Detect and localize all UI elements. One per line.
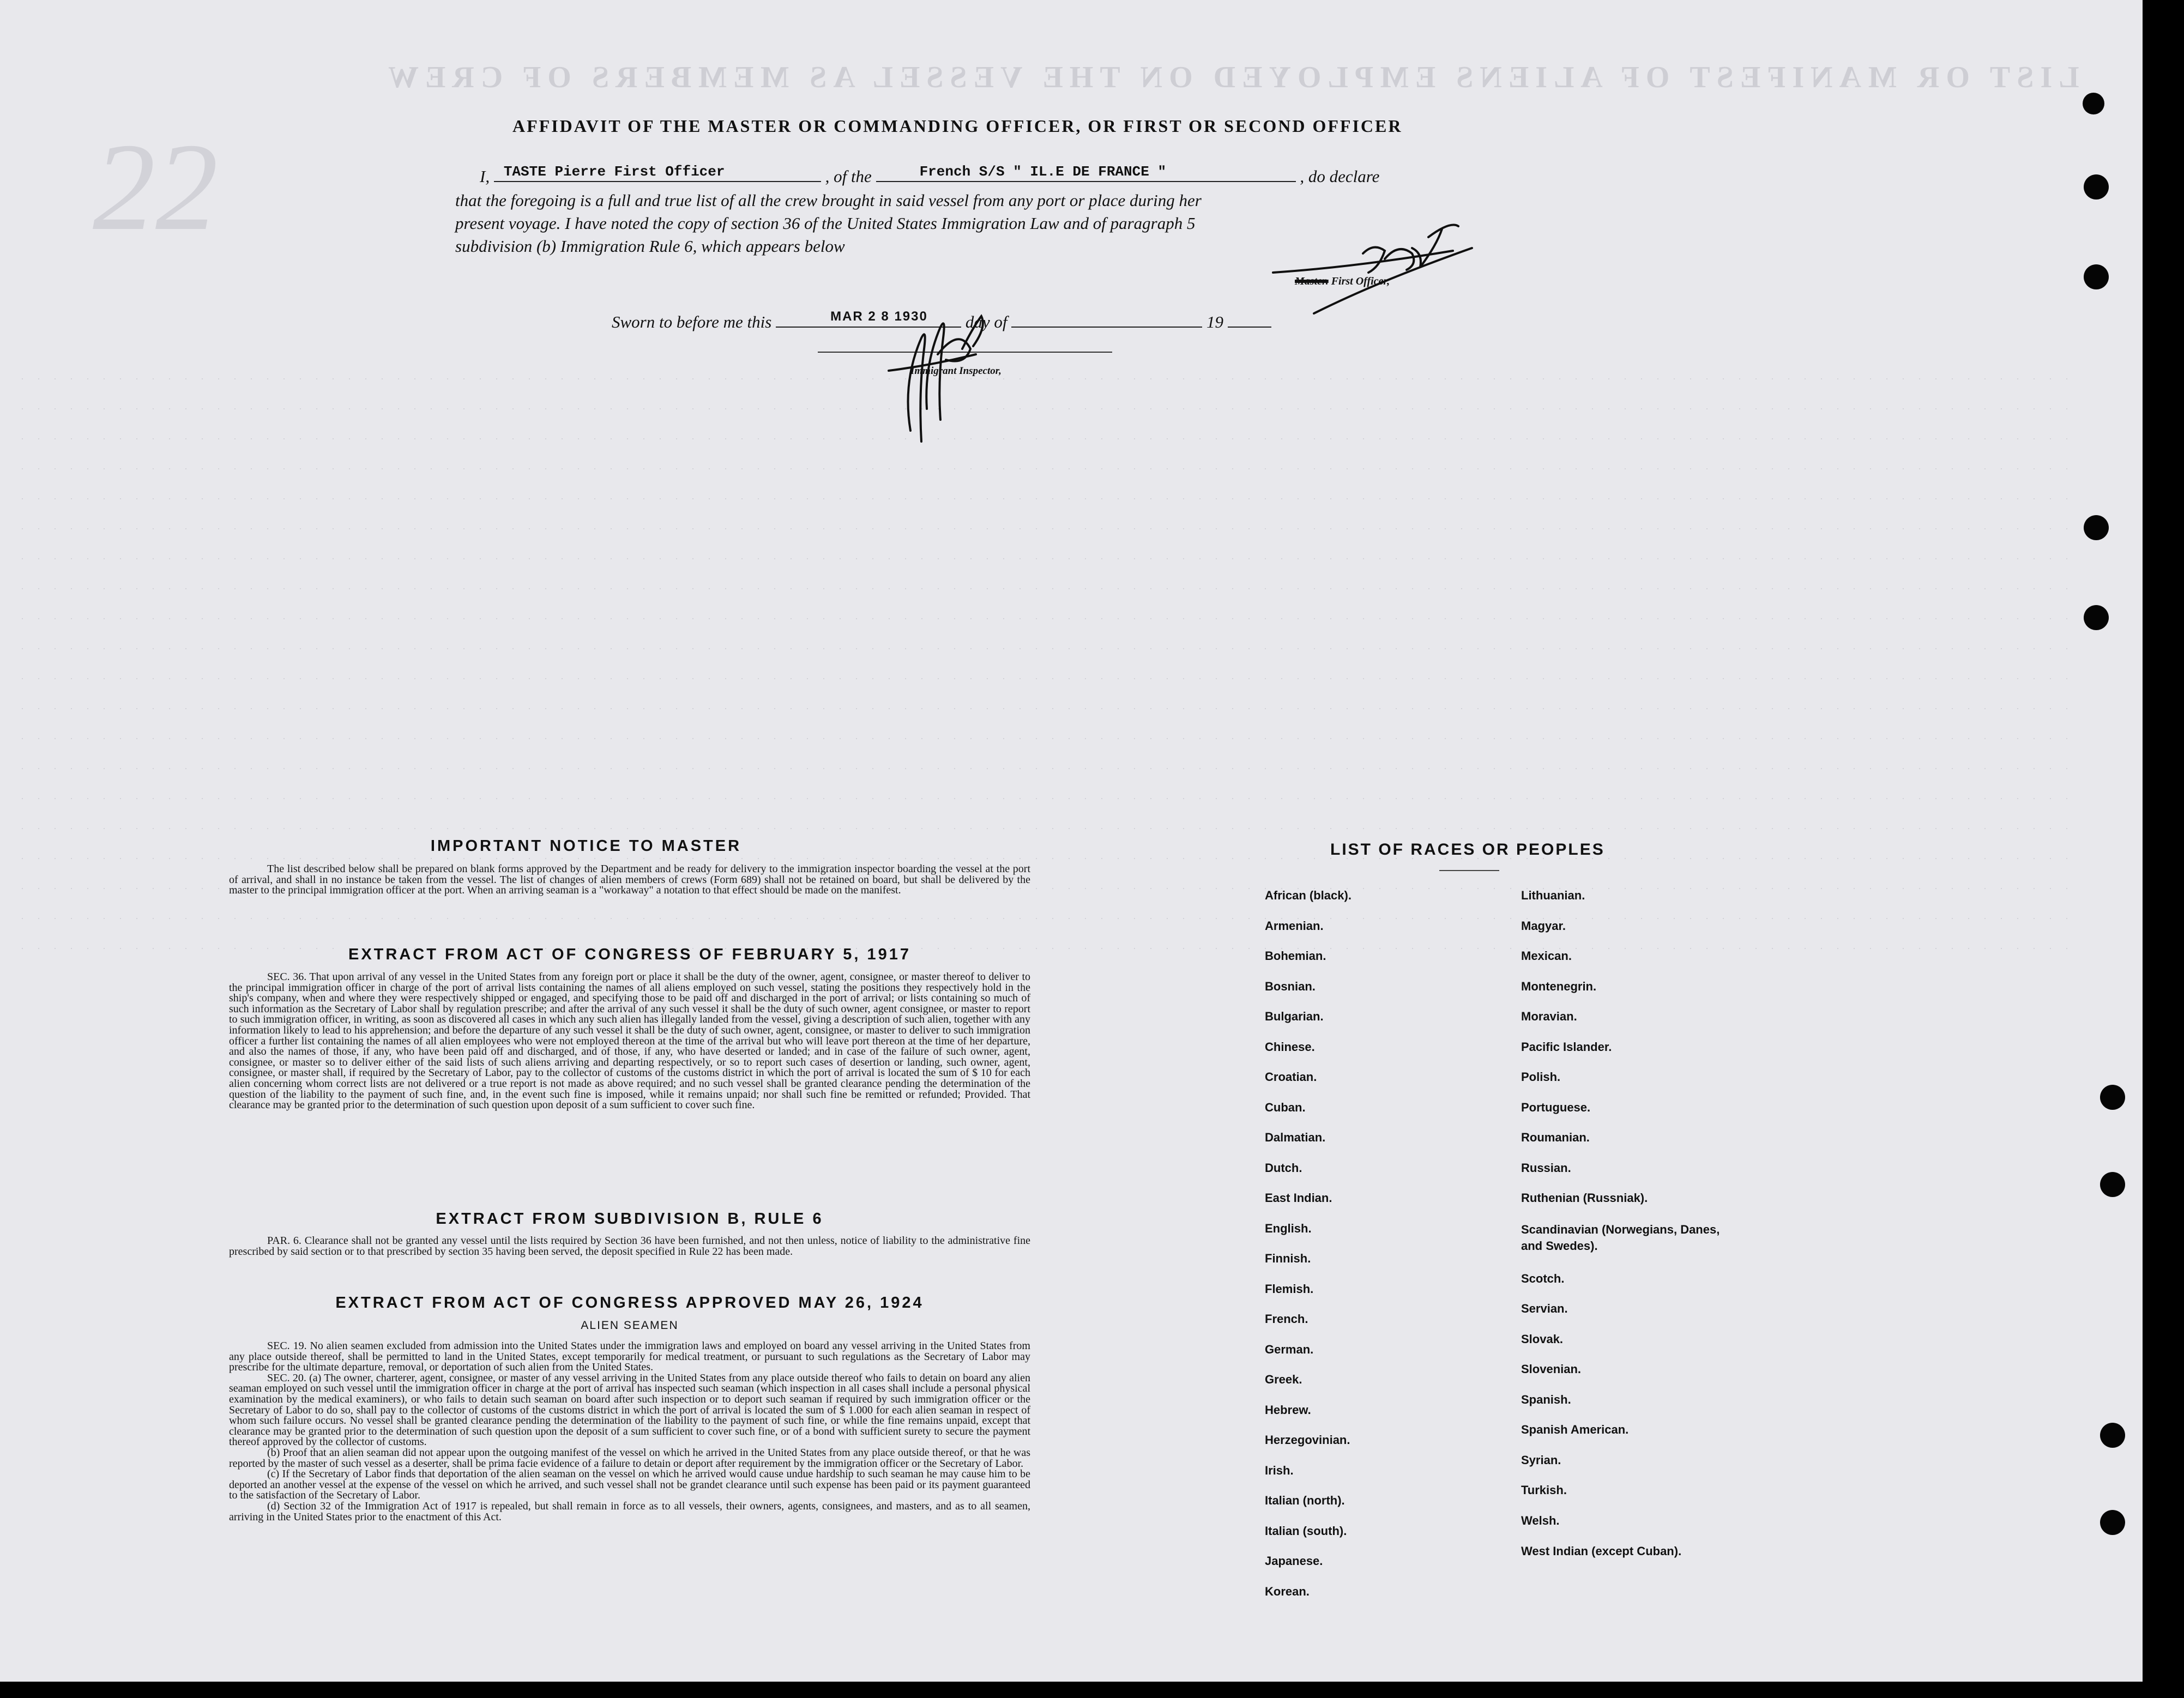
- extract-1924-title: EXTRACT FROM ACT OF CONGRESS APPROVED MAY 26, 1924: [335, 1294, 924, 1312]
- race-item: Slovak.: [1521, 1332, 1564, 1346]
- race-item: Spanish.: [1521, 1392, 1571, 1406]
- sworn-prefix: Sworn to before me this: [612, 312, 772, 331]
- affidavit-do-declare: , do declare: [1300, 167, 1380, 186]
- races-title-rule: [1439, 870, 1499, 871]
- extract-1917-title: EXTRACT FROM ACT OF CONGRESS OF FEBRUARY 5, 1917: [348, 946, 912, 963]
- race-item: Dutch.: [1265, 1161, 1302, 1175]
- race-item: Chinese.: [1265, 1040, 1315, 1054]
- extract-1924-text: [229, 1341, 1030, 1522]
- affidavit-line-2: that the foregoing is a full and true list of all the crew brought in said vessel from any port or place during her: [455, 191, 1202, 210]
- race-item: French.: [1265, 1312, 1308, 1326]
- race-item: Bulgarian.: [1265, 1010, 1324, 1023]
- affidavit-line-1: [480, 164, 1380, 186]
- race-item: Turkish.: [1521, 1483, 1567, 1497]
- race-item: Moravian.: [1521, 1010, 1577, 1023]
- sworn-year-blank: [1228, 312, 1271, 328]
- race-item: Cuban.: [1265, 1100, 1306, 1114]
- extract-rule6-text: PAR. 6. Clearance shall not be granted any vessel until the lists required by Section 36 have been furnished, and not then unless, notice of liability to the administrative fine prescribed by said section or to that prescribed by section 35 having been served, the deposit specified in Rule 22 has been made.: [229, 1235, 1030, 1258]
- signature-caption-text: First Officer,: [1331, 275, 1390, 287]
- race-item: Irish.: [1265, 1463, 1294, 1477]
- binder-hole: [2083, 93, 2104, 114]
- vessel-name-typed: French S/S " IL.E DE FRANCE ": [919, 164, 1167, 180]
- affidavit-line-3: present voyage. I have noted the copy of section 36 of the United States Immigration Law and of paragraph 5: [455, 214, 1196, 233]
- show-through-title: LIST OR MANIFEST OF ALIENS EMPLOYED ON THE VESSEL AS MEMBERS OF CREW: [382, 61, 2079, 94]
- inspector-signature: [867, 294, 1009, 458]
- race-item: Slovenian.: [1521, 1362, 1582, 1376]
- race-item: Greek.: [1265, 1373, 1302, 1386]
- races-left-column: [1265, 889, 1352, 1615]
- race-item: Scandinavian (Norwegians, Danes, and Swedes).: [1521, 1222, 1720, 1253]
- sworn-stamp-date: MAR 2 8 1930: [830, 309, 928, 324]
- extract-1924-subtitle: ALIEN SEAMEN: [581, 1319, 679, 1332]
- race-item: Syrian.: [1521, 1453, 1561, 1467]
- race-item: Roumanian.: [1521, 1131, 1590, 1144]
- notice-title: IMPORTANT NOTICE TO MASTER: [430, 837, 742, 855]
- signature-caption-struck: Master.: [1295, 275, 1329, 287]
- extract-rule6-title: EXTRACT FROM SUBDIVISION B, RULE 6: [436, 1210, 824, 1228]
- race-item: Montenegrin.: [1521, 979, 1597, 993]
- extract-1924-paragraph: (b) Proof that an alien seaman did not appear upon the outgoing manifest of the vessel on which he arrived in the United States from any place outside thereof, or that he was reported by the master of such vessel as a deserter, shall be prima facie evidence of a failure to detain or deport after requirement by the immigration officer or the Secretary of Labor.: [229, 1446, 1030, 1470]
- races-title: LIST OF RACES OR PEOPLES: [1330, 841, 1605, 859]
- race-item: Korean.: [1265, 1584, 1310, 1598]
- race-item: Italian (north).: [1265, 1494, 1345, 1507]
- extract-1924-paragraph: SEC. 20. (a) The owner, charterer, agent, consignee, or master of any vessel arriving in the United States from any place outside thereof who fails to detain on board any alien seaman employed on such vessel until the immigration officer in charge at the port of arrival has inspected such seaman (which inspection in all cases shall include a personal physical examination by the medical examiners), or who fails to detain such seaman on board after such inspection or to deport such seaman if required by such immigration officer or the Secretary of Labor to do so, shall pay to the collector of customs of the customs district in which the port of arrival is located the sum of $ 1.000 for each alien seaman in respect of whom such failure occurs. No vessel shall be granted clearance pending the determination of the liability to the payment of such fine, or while the fine remains unpaid, except that clearance may be granted prior to the determination of such question upon the deposit of a sum sufficient to cover such fine, or of a bond with sufficient surety to secure the payment thereof approved by the collector of customs.: [229, 1371, 1030, 1448]
- race-item: Croatian.: [1265, 1070, 1317, 1084]
- race-item: Mexican.: [1521, 949, 1572, 963]
- vessel-name-blank: [876, 164, 1296, 182]
- binder-hole: [2084, 515, 2109, 540]
- race-item: Bohemian.: [1265, 949, 1326, 963]
- binder-hole: [2100, 1423, 2125, 1448]
- sworn-month-blank: [1011, 312, 1202, 328]
- race-item: English.: [1265, 1221, 1312, 1235]
- binder-hole: [2100, 1172, 2125, 1197]
- race-item: East Indian.: [1265, 1191, 1332, 1205]
- sworn-day-of: day of: [965, 312, 1007, 331]
- race-item: Finnish.: [1265, 1252, 1311, 1265]
- extract-1924-paragraph: (c) If the Secretary of Labor finds that deportation of the alien seaman on the vessel on which he arrived would cause undue hardship to such seaman he may cause him to be deported an another vessel at the expense of the vessel on which he arrived, and such vessel shall not be grandet clearance until such expense has been paid or its payment guaranteed to the satisfaction of the Secretary of Labor.: [229, 1468, 1030, 1502]
- race-item: Servian.: [1521, 1302, 1568, 1315]
- race-item: Italian (south).: [1265, 1524, 1347, 1538]
- race-item: Welsh.: [1521, 1513, 1560, 1527]
- race-item: Magyar.: [1521, 919, 1566, 933]
- binder-hole: [2084, 174, 2109, 200]
- officer-signature: [1178, 215, 1516, 324]
- race-item: Scotch.: [1521, 1271, 1565, 1285]
- binder-hole: [2084, 605, 2109, 630]
- race-item: German.: [1265, 1342, 1314, 1356]
- race-item: Dalmatian.: [1265, 1131, 1326, 1144]
- race-item: Japanese.: [1265, 1554, 1323, 1568]
- race-item: Pacific Islander.: [1521, 1040, 1612, 1054]
- affidavit-i-prefix: I,: [480, 167, 490, 186]
- extract-1917-text: SEC. 36. That upon arrival of any vessel in the United States from any foreign port or place it shall be the duty of the owner, agent, consignee, or master thereof to deliver to the principal immigration officer in charge of the port of arrival lists containing the names of all aliens employed on such vessel, stating the positions they respectively hold in the ship's company, when and where they were respectively shipped or engaged, and specifying those to be paid off and discharged in the port of arrival; or lists containing so much of such information as the Secretary of Labor shall by regulation prescribe; and after the arrival of any such vessel it shall be the duty of such owner, agent consignee, or master to report to such immigration officer, in writing, as soon as discovered all cases in which any such alien has illegally landed from the vessel, giving a description of such alien, together with any information likely to lead to his apprehension; and before the departure of any such vessel it shall be the duty of such owner, agent, consignee, or master to deliver to such immigration officer a further list containing the names of all alien employees who were not employed thereon at the time of the arrival but who will leave port thereon at the time of her departure, and also the names of those, if any, who have been paid off and discharged, and of those, if any, who have deserted or landed; and in case of the failure of such owner, agent, consignee, or master so to deliver either of the said lists of such aliens arriving and departing respectively, or so to report such cases of desertion or landing, such owner, agent, consignee, or master shall, if required by the Secretary of Labor, pay to the collector of customs of the customs district in which the port of arrival is located the sum of $ 10 for each alien concerning whom correct lists are not delivered or a true report is not made as above required; and no such vessel shall be granted clearance pending the determination of the question of the liability to the payment of such fine, and, in the event such fine is imposed, while it remains unpaid; nor shall such fine be remitted or refunded; Provided. That clearance may be granted prior to the determination of such question upon deposit of a sum sufficient to cover such fine.: [229, 971, 1030, 1111]
- signature-caption: [1295, 275, 1390, 288]
- sworn-year-prefix: 19: [1206, 312, 1223, 331]
- race-item: Ruthenian (Russniak).: [1521, 1191, 1648, 1205]
- officer-name-typed: TASTE Pierre First Officer: [503, 164, 725, 180]
- race-item: Polish.: [1521, 1070, 1561, 1084]
- race-item: West Indian (except Cuban).: [1521, 1544, 1682, 1558]
- race-item: Russian.: [1521, 1161, 1571, 1175]
- race-item: African (black).: [1265, 889, 1352, 902]
- show-through-page-number: 22: [93, 117, 218, 256]
- race-item: Spanish American.: [1521, 1423, 1629, 1436]
- notice-text: The list described below shall be prepared on blank forms approved by the Department and be ready for delivery to the immigration inspector boarding the vessel at the port of arrival, and shall in no instance be taken from the vessel. The list of changes of alien members of crews (Form 689) shall not be retained on board, but shall be delivered by the master to the principal immigration officer at the port. When an arriving seaman is a "workaway" a notation to that effect should be made on the manifest.: [229, 863, 1030, 897]
- affidavit-line-4: subdivision (b) Immigration Rule 6, which appears below: [455, 237, 845, 256]
- extract-1924-paragraph: (d) Section 32 of the Immigration Act of 1917 is repealed, but shall remain in force as to all vessels, their owners, agents, consignees, and masters, and as to all seamen, arriving in the United States prior to the enactment of this Act.: [229, 1500, 1030, 1523]
- race-item: Bosnian.: [1265, 979, 1316, 993]
- binder-hole: [2100, 1510, 2125, 1535]
- race-item: Flemish.: [1265, 1282, 1314, 1296]
- show-through-grid: [0, 349, 2143, 1003]
- affidavit-of-the: , of the: [825, 167, 872, 186]
- officer-name-blank: [494, 164, 821, 182]
- races-right-column: [1521, 889, 1728, 1576]
- race-item: Herzegovinian.: [1265, 1433, 1350, 1447]
- binder-hole: [2100, 1085, 2125, 1110]
- race-item: Hebrew.: [1265, 1403, 1311, 1417]
- race-item: Lithuanian.: [1521, 889, 1585, 902]
- inspector-caption: Immigrant Inspector,: [910, 365, 1001, 377]
- affidavit-title: AFFIDAVIT OF THE MASTER OR COMMANDING OFFICER, OR FIRST OR SECOND OFFICER: [512, 116, 1403, 136]
- binder-hole: [2084, 264, 2109, 289]
- race-item: Portuguese.: [1521, 1100, 1591, 1114]
- race-item: Armenian.: [1265, 919, 1324, 933]
- extract-1924-paragraph: SEC. 19. No alien seamen excluded from admission into the United States under the immigration laws and employed on board any vessel arriving in the United States from any place outside thereof, shall be permitted to land in the United States, except temporarily for medical treatment, or pursuant to such regulations as the Secretary of Labor may prescribe for the ultimate departure, removal, or deportation of such alien from the United States.: [229, 1340, 1030, 1374]
